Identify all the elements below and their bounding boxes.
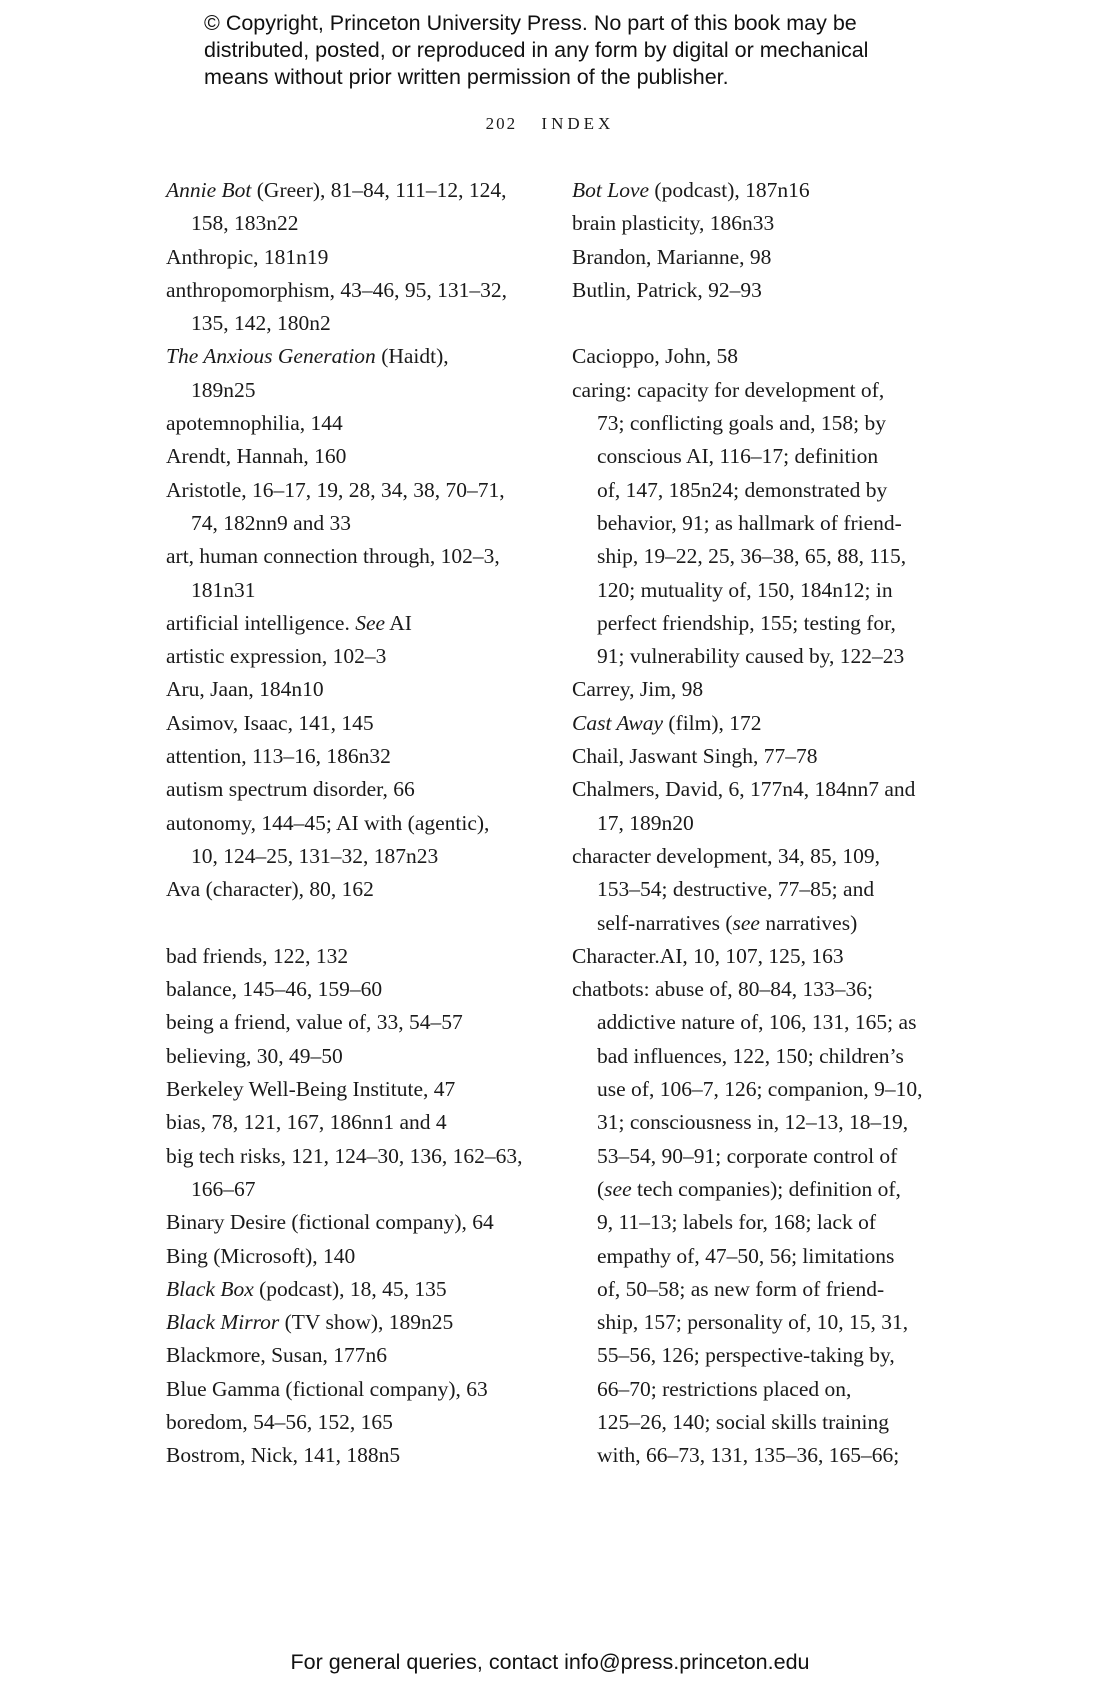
index-entry-text: addictive nature of, 106, 131, 165; as [597, 1010, 917, 1035]
index-entry-text: balance, 145–46, 159–60 [166, 977, 383, 1002]
index-entry-text: AI [385, 610, 412, 635]
index-entry-continuation [572, 1206, 957, 1239]
index-entry-continuation [572, 1173, 957, 1206]
index-entry-text: tech companies); definition of, [631, 1176, 901, 1201]
index-entry-text: boredom, 54–56, 152, 165 [166, 1409, 393, 1434]
index-entry-text: Asimov, Isaac, 141, 145 [166, 710, 374, 735]
index-entry [166, 740, 546, 773]
index-entry [572, 973, 957, 1006]
index-entry [572, 340, 957, 373]
index-entry-text: big tech risks, 121, 124–30, 136, 162–63, [166, 1143, 523, 1168]
page-number: 202 [485, 114, 518, 133]
index-entry [166, 1140, 546, 1173]
index-entry-italic: Annie Bot [166, 178, 252, 202]
index-entry-text: autism spectrum disorder, 66 [166, 777, 415, 802]
index-entry-text: Bostrom, Nick, 141, 188n5 [166, 1443, 401, 1468]
index-entry-italic: see [604, 1176, 632, 1201]
index-entry [166, 640, 546, 673]
index-entry-text: artistic expression, 102–3 [166, 644, 387, 669]
index-entry-text: of, 147, 185n24; demonstrated by [597, 477, 888, 502]
index-entry [166, 1006, 546, 1039]
index-entry [166, 1206, 546, 1239]
index-entry [572, 274, 957, 307]
index-entry-text: 10, 124–25, 131–32, 187n23 [191, 843, 439, 868]
index-entry [166, 1306, 546, 1339]
index-entry [572, 707, 957, 740]
index-entry-text: 66–70; restrictions placed on, [597, 1376, 852, 1401]
index-entry-continuation [572, 1106, 957, 1139]
index-entry-text: 189n25 [191, 377, 256, 402]
index-entry-continuation [166, 507, 546, 540]
index-entry-italic: Bot Love [572, 178, 650, 202]
index-entry-text: 158, 183n22 [191, 211, 299, 236]
index-entry [166, 1040, 546, 1073]
index-entry [166, 1339, 546, 1372]
index-entry-text: (podcast), 18, 45, 135 [253, 1276, 447, 1301]
index-entry-continuation [166, 374, 546, 407]
index-entry-text: Aru, Jaan, 184n10 [166, 677, 324, 702]
index-entry-text: attention, 113–16, 186n32 [166, 744, 391, 769]
index-entry-text: 181n31 [191, 577, 256, 602]
index-entry-text: Binary Desire (fictional company), 64 [166, 1210, 494, 1235]
index-entry [572, 773, 957, 806]
copyright-line: © Copyright, Princeton University Press. No part of this book may be [204, 11, 857, 35]
index-entry-continuation [572, 574, 957, 607]
index-entry-continuation [166, 207, 546, 240]
copyright-notice [204, 10, 924, 91]
index-entry-continuation [572, 1240, 957, 1273]
index-entry-text: 55–56, 126; perspective-taking by, [597, 1343, 895, 1368]
index-entry-text: Ava (character), 80, 162 [166, 877, 374, 902]
index-entry [572, 673, 957, 706]
index-entry-text: ( [597, 1176, 605, 1201]
index-entry-text: 31; consciousness in, 12–13, 18–19, [597, 1110, 909, 1135]
index-entry-text: Blackmore, Susan, 177n6 [166, 1343, 387, 1368]
index-entry-continuation [166, 307, 546, 340]
index-entry-text: Blue Gamma (fictional company), 63 [166, 1376, 488, 1401]
index-entry [166, 1106, 546, 1139]
index-entry-text: art, human connection through, 102–3, [166, 544, 500, 569]
index-entry [166, 1439, 546, 1472]
index-entry-text: being a friend, value of, 33, 54–57 [166, 1010, 463, 1035]
running-head [0, 114, 1100, 134]
index-entry-text: narratives) [759, 910, 858, 935]
index-entry-text: anthropomorphism, 43–46, 95, 131–32, [166, 277, 507, 302]
index-entry-continuation [572, 1306, 957, 1339]
index-entry [166, 407, 546, 440]
index-entry-text: 74, 182nn9 and 33 [191, 510, 352, 535]
index-entry-text: Bing (Microsoft), 140 [166, 1243, 356, 1268]
index-entry [166, 1373, 546, 1406]
index-entry [166, 673, 546, 706]
index-entry-continuation [572, 1040, 957, 1073]
index-entry-text: (Haidt), [375, 344, 449, 369]
index-entry-text: 91; vulnerability caused by, 122–23 [597, 644, 905, 669]
index-entry [572, 740, 957, 773]
index-entry-text: conscious AI, 116–17; definition [597, 444, 879, 469]
index-entry-text: 17, 189n20 [597, 810, 694, 835]
index-entry-text: character development, 34, 85, 109, [572, 843, 881, 868]
index-entry-text: (TV show), 189n25 [279, 1310, 454, 1335]
index-entry-text: caring: capacity for development of, [572, 377, 885, 402]
index-entry [166, 707, 546, 740]
index-entry-italic: Cast Away [572, 710, 663, 735]
index-entry-text: Arendt, Hannah, 160 [166, 444, 347, 469]
index-entry-text: (podcast), 187n16 [649, 178, 810, 202]
index-entry [166, 807, 546, 840]
index-entry-text: Aristotle, 16–17, 19, 28, 34, 38, 70–71, [166, 477, 505, 502]
index-entry-continuation [166, 1173, 546, 1206]
index-entry-text: 53–54, 90–91; corporate control of [597, 1143, 898, 1168]
index-entry-continuation [572, 1339, 957, 1372]
index-entry-italic: see [732, 910, 760, 935]
index-column-left [166, 174, 546, 1473]
index-entry [166, 1273, 546, 1306]
index-entry-continuation [572, 407, 957, 440]
index-entry-text: empathy of, 47–50, 56; limitations [597, 1243, 895, 1268]
index-entry [166, 274, 546, 307]
index-entry-text: 73; conflicting goals and, 158; by [597, 411, 887, 436]
index-entry-text: ship, 19–22, 25, 36–38, 65, 88, 115, [597, 544, 907, 569]
index-entry-text: Chalmers, David, 6, 177n4, 184nn7 and [572, 777, 916, 802]
index-entry [166, 540, 546, 573]
index-entry-text: believing, 30, 49–50 [166, 1043, 343, 1068]
index-entry-text: Chail, Jaswant Singh, 77–78 [572, 744, 818, 769]
index-entry [572, 241, 957, 274]
index-entry-continuation [572, 1373, 957, 1406]
index-entry-text: chatbots: abuse of, 80–84, 133–36; [572, 977, 873, 1002]
footer-contact: For general queries, contact info@press.princeton.edu [290, 1650, 810, 1674]
index-entry-text: Character.AI, 10, 107, 125, 163 [572, 943, 844, 968]
index-entry-text: brain plasticity, 186n33 [572, 211, 775, 236]
index-entry [166, 973, 546, 1006]
index-entry-text: ship, 157; personality of, 10, 15, 31, [597, 1310, 909, 1335]
index-entry-continuation [166, 574, 546, 607]
index-entry-text: bad friends, 122, 132 [166, 943, 349, 968]
index-entry-italic: The Anxious Generation [166, 344, 376, 369]
index-entry-italic: Black Box [166, 1276, 254, 1301]
index-entry-continuation [572, 1273, 957, 1306]
index-entry-text: Butlin, Patrick, 92–93 [572, 277, 762, 302]
index-gap [572, 307, 957, 340]
index-entry [572, 174, 957, 207]
index-entry-continuation [572, 474, 957, 507]
index-entry [166, 940, 546, 973]
index-entry-text: Berkeley Well-Being Institute, 47 [166, 1077, 456, 1102]
index-entry-continuation [572, 1140, 957, 1173]
index-column-right [572, 174, 957, 1473]
index-entry-text: with, 66–73, 131, 135–36, 165–66; [597, 1443, 900, 1468]
index-entry-continuation [572, 1439, 957, 1472]
index-entry-text: bias, 78, 121, 167, 186nn1 and 4 [166, 1110, 447, 1135]
index-entry-text: 125–26, 140; social skills training [597, 1409, 890, 1434]
index-entry-text: self-narratives ( [597, 910, 733, 935]
index-entry [572, 940, 957, 973]
index-entry-text: 120; mutuality of, 150, 184n12; in [597, 577, 893, 602]
index-entry-continuation [572, 1073, 957, 1106]
index-entry-continuation [572, 807, 957, 840]
copyright-line: means without prior written permission of the publisher. [204, 65, 729, 89]
index-entry [572, 840, 957, 873]
index-entry [166, 1406, 546, 1439]
copyright-line: distributed, posted, or reproduced in any form by digital or mechanical [204, 38, 869, 62]
index-entry-continuation [572, 873, 957, 906]
index-entry-text: artificial intelligence. [166, 610, 356, 635]
index-entry [166, 873, 546, 906]
index-entry-continuation [572, 1406, 957, 1439]
index-entry-text: Cacioppo, John, 58 [572, 344, 739, 369]
index-entry-text: Anthropic, 181n19 [166, 244, 329, 269]
index-entry-text: 9, 11–13; labels for, 168; lack of [597, 1210, 876, 1235]
index-entry [572, 374, 957, 407]
index-entry [166, 1073, 546, 1106]
index-entry [166, 1240, 546, 1273]
index-entry-continuation [166, 840, 546, 873]
index-entry-text: autonomy, 144–45; AI with (agentic), [166, 810, 490, 835]
index-entry-text: (Greer), 81–84, 111–12, 124, [251, 178, 507, 202]
index-entry-text: behavior, 91; as hallmark of friend- [597, 510, 902, 535]
index-entry-continuation [572, 440, 957, 473]
index-gap [166, 907, 546, 940]
index-entry [166, 241, 546, 274]
index-entry [166, 174, 546, 207]
index-entry-text: of, 50–58; as new form of friend- [597, 1276, 885, 1301]
index-entry [572, 207, 957, 240]
index-entry-continuation [572, 640, 957, 673]
index-entry [166, 474, 546, 507]
index-entry-italic: Black Mirror [166, 1310, 280, 1335]
index-entry-continuation [572, 540, 957, 573]
index-entry [166, 440, 546, 473]
index-entry [166, 607, 546, 640]
index-entry-text: apotemnophilia, 144 [166, 411, 343, 436]
index-entry-text: perfect friendship, 155; testing for, [597, 610, 896, 635]
index-entry-continuation [572, 607, 957, 640]
index-entry [166, 773, 546, 806]
index-entry [166, 340, 546, 373]
index-entry-text: 153–54; destructive, 77–85; and [597, 877, 875, 902]
index-entry-text: 135, 142, 180n2 [191, 311, 331, 336]
index-entry-text: bad influences, 122, 150; children’s [597, 1043, 904, 1068]
index-entry-continuation [572, 907, 957, 940]
section-title: INDEX [541, 114, 615, 133]
index-entry-text: 166–67 [191, 1176, 256, 1201]
index-entry-italic: See [355, 610, 386, 635]
index-entry-continuation [572, 507, 957, 540]
index-entry-text: (film), 172 [663, 710, 762, 735]
index-entry-text: use of, 106–7, 126; companion, 9–10, [597, 1077, 923, 1102]
index-entry-text: Brandon, Marianne, 98 [572, 244, 772, 269]
index-entry-text: Carrey, Jim, 98 [572, 677, 704, 702]
index-entry-continuation [572, 1006, 957, 1039]
